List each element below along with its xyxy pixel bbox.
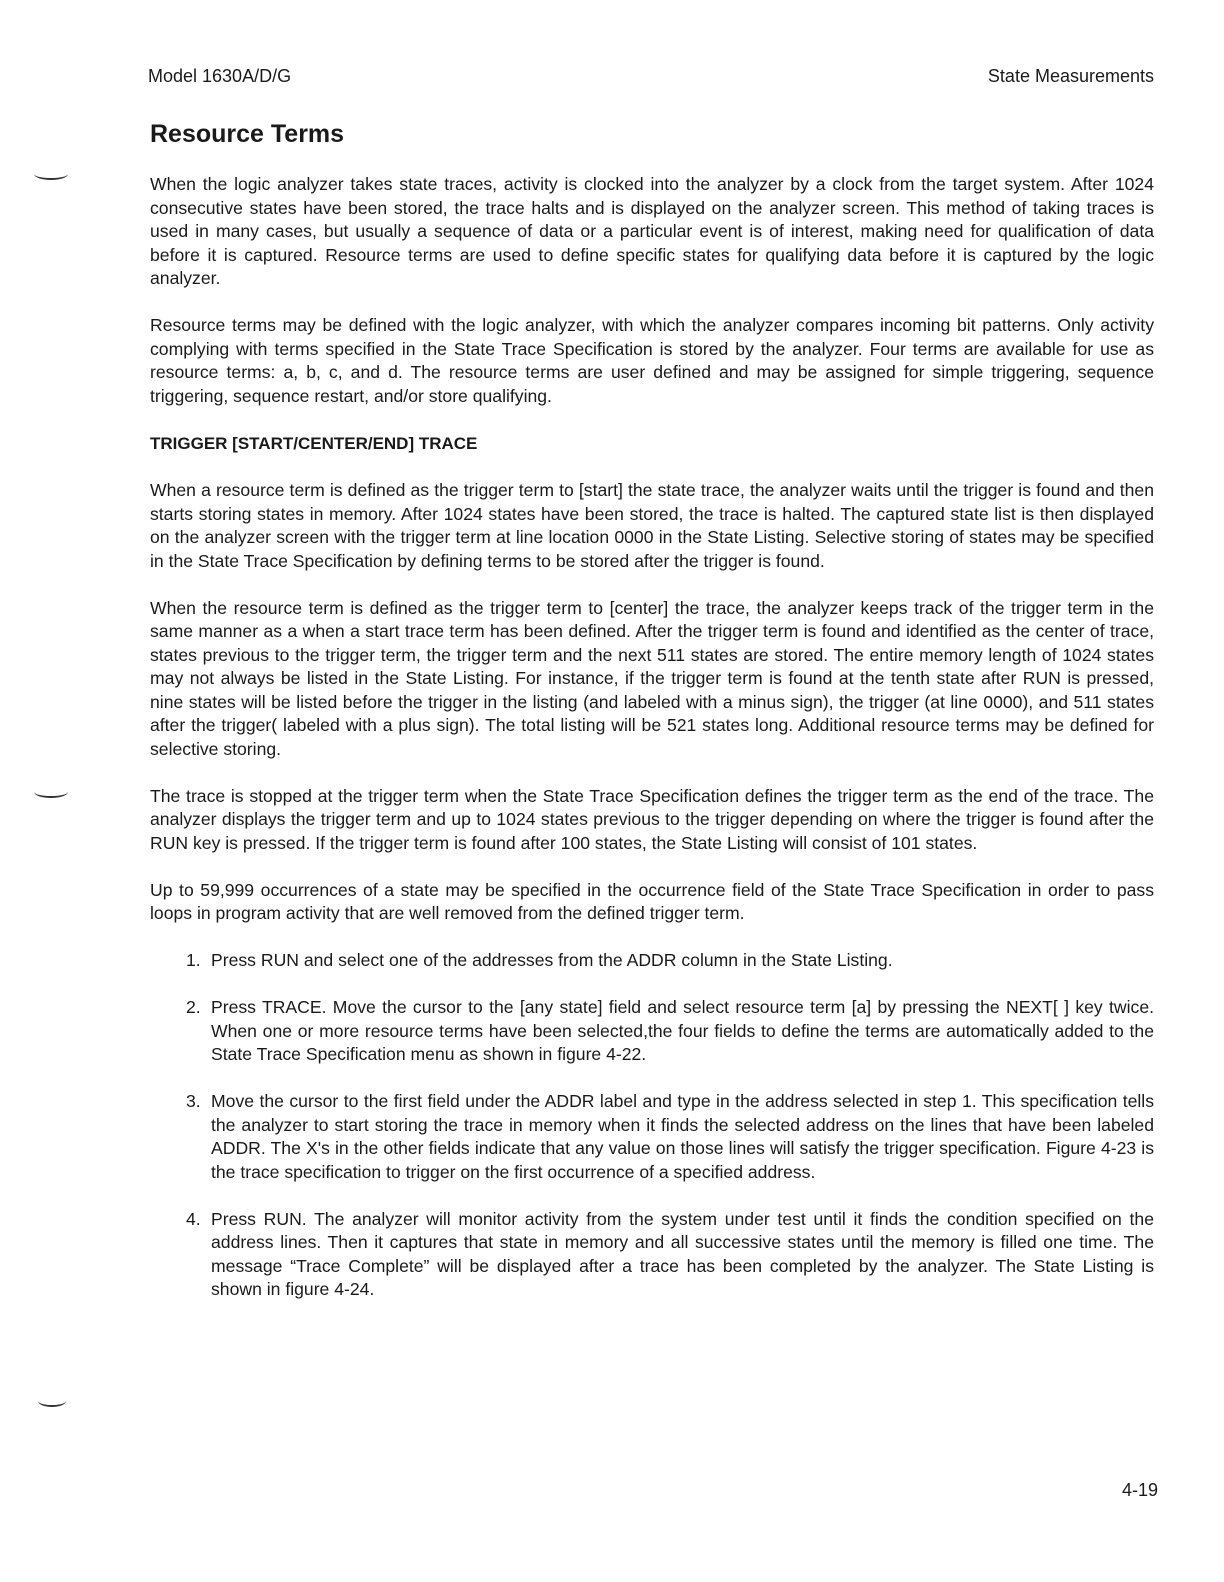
binding-mark (38, 1395, 66, 1407)
list-item (150, 1090, 1154, 1184)
page-title: Resource Terms (150, 120, 345, 148)
list-item (150, 1208, 1154, 1302)
step-number: 3. (186, 1091, 201, 1111)
paragraph: The trace is stopped at the trigger term when the State Trace Specification defines the trigger term as the end of the trace. The analyzer displays the trigger term and up to 1024 states previous to the trigger depending on where the trigger is found after the RUN key is pressed. If the trigger term is found after 100 states, the State Listing will consist of 101 states. (150, 785, 1154, 853)
list-item (150, 949, 1154, 973)
header-model: Model 1630A/D/G (148, 66, 292, 86)
step-number: 4. (186, 1208, 201, 1229)
step-text: Move the cursor to the first field under the ADDR label and type in the address selected in step 1. This specification tells the analyzer to start storing the trace in memory when it finds the selected address on the lines that have been labeled ADDR. The X's in the other fields indicate that any value on those lines will satisfy the trigger specification. Figure 4-23 is the trace specification to trigger on the first occurrence of a specified address. (211, 1091, 1154, 1182)
subheading: TRIGGER [START/CENTER/END] TRACE (150, 433, 478, 453)
paragraph: Resource terms may be defined with the logic analyzer, with which the analyzer compares incoming bit patterns. Only activity complying with terms specified in the State Trace Specification is stored by the analyzer. Four terms are available for use as resource terms: a, b, c, and d. The resource terms are user defined and may be assigned for simple triggering, sequence triggering, sequence restart, and/or store qualifying. (150, 315, 1154, 406)
header-section: State Measurements (987, 66, 1154, 86)
step-number: 2. (186, 997, 201, 1017)
list-item (150, 996, 1154, 1067)
step-text: Press TRACE. Move the cursor to the [any state] field and select resource term [a] by pressing the NEXT[ ] key twice. When one or more resource terms have been selected,the four fields to define the terms are automatically added to the State Trace Specification menu as shown in figure 4-22. (211, 997, 1154, 1064)
page-number: 4-19 (1121, 1480, 1158, 1500)
step-text: Press RUN. The analyzer will monitor activity from the system under test until it finds the condition specified on the address lines. Then it captures that state in memory and all successive states until the memory is filled one time. The message “Trace Complete” will be displayed after a trace has been completed by the analyzer. The State Listing is shown in figure 4-24. (211, 1208, 1154, 1299)
page-body (150, 173, 1154, 1325)
step-text: Press RUN and select one of the addresses from the ADDR column in the State Listing. (211, 950, 893, 970)
paragraph: When the logic analyzer takes state traces, activity is clocked into the analyzer by a clock from the target system. After 1024 consecutive states have been stored, the trace halts and is displayed on the analyzer screen. This method of taking traces is used in many cases, but usually a sequence of data or a particular event is of interest, making need for qualification of data before it is captured. Resource terms are used to define specific states for qualifying data before it is captured by the logic analyzer. (150, 174, 1154, 288)
binding-mark (34, 786, 68, 798)
paragraph: When the resource term is defined as the trigger term to [center] the trace, the analyzer keeps track of the trigger term in the same manner as a when a start trace term has been defined. After the trigger term is found and identified as the center of trace, states previous to the trigger term, the trigger term and the next 511 states are stored. The entire memory length of 1024 states may not always be listed in the State Listing. For instance, if the trigger term is found at the tenth state after RUN is pressed, nine states will be listed before the trigger in the listing (and labeled with a minus sign), the trigger (at line 0000), and 511 states after the trigger( labeled with a plus sign). The total listing will be 521 states long. Additional resource terms may be defined for selective storing. (150, 597, 1154, 759)
binding-mark (34, 168, 68, 180)
paragraph: When a resource term is defined as the trigger term to [start] the state trace, the analyzer waits until the trigger is found and then starts storing states in memory. After 1024 states have been stored, the trace is halted. The captured state list is then displayed on the analyzer screen with the trigger term at line location 0000 in the State Listing. Selective storing of states may be specified in the State Trace Specification by defining terms to be stored after the trigger is found. (150, 480, 1154, 571)
paragraph: Up to 59,999 occurrences of a state may be specified in the occurrence field of the State Trace Specification in order to pass loops in program activity that are well removed from the defined trigger term. (150, 879, 1154, 923)
steps-list (150, 949, 1154, 1302)
step-number: 1. (186, 950, 201, 970)
